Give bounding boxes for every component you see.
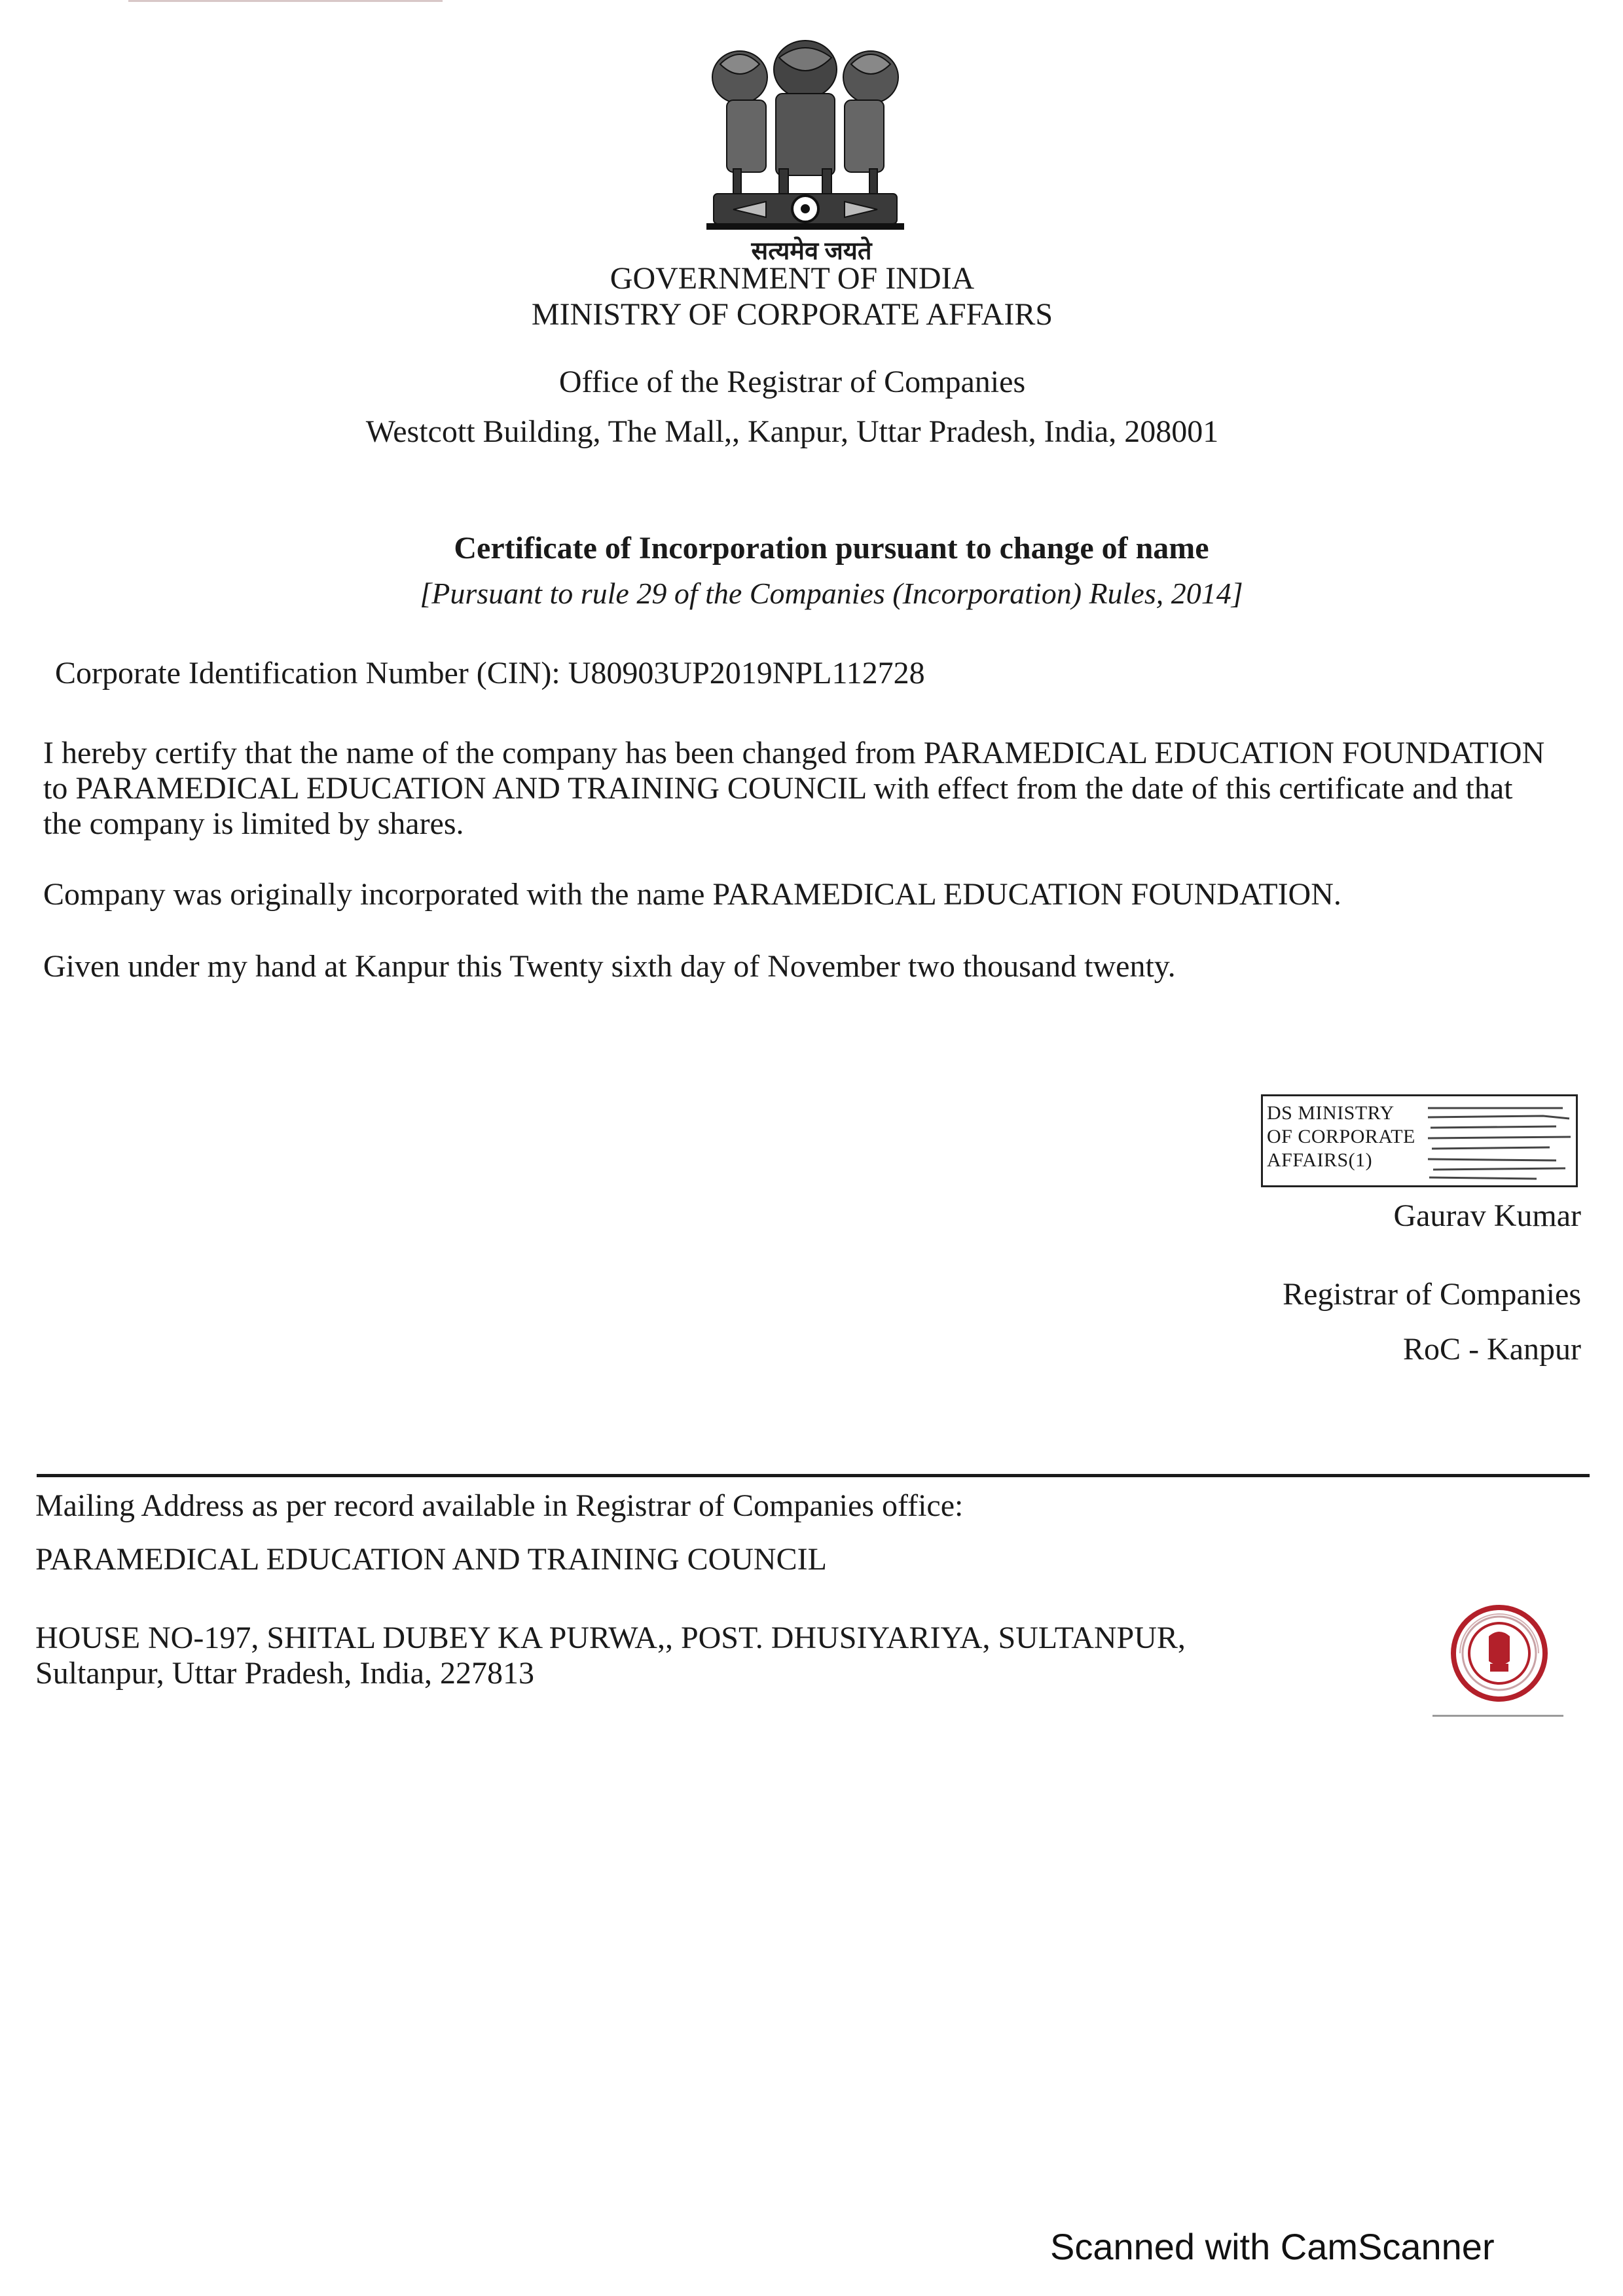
certificate-subtitle: [Pursuant to rule 29 of the Companies (Incorporation) Rules, 2014] bbox=[420, 577, 1243, 610]
signer-name: Gaurav Kumar bbox=[1393, 1198, 1581, 1233]
registrar-office-address: Westcott Building, The Mall,, Kanpur, Uttar Pradesh, India, 208001 bbox=[365, 414, 1219, 449]
mailing-company-name: PARAMEDICAL EDUCATION AND TRAINING COUNCIL bbox=[35, 1542, 827, 1577]
certification-paragraph: I hereby certify that the name of the company has been changed from PARAMEDICAL EDUCATION FOUNDATION to PARAMEDICAL EDUCATION AND TRAINING COUNCIL with effect from the date of this certificate and that the company is limited by shares. bbox=[43, 736, 1545, 841]
digital-signature-line: OF CORPORATE bbox=[1267, 1126, 1415, 1147]
scanner-watermark: Scanned with CamScanner bbox=[1050, 2226, 1495, 2267]
certificate-title: Certificate of Incorporation pursuant to change of name bbox=[454, 531, 1209, 565]
given-under-hand-paragraph: Given under my hand at Kanpur this Twenty sixth day of November two thousand twenty. bbox=[43, 949, 1176, 984]
mailing-address-label: Mailing Address as per record available in Registrar of Companies office: bbox=[35, 1488, 964, 1523]
mailing-address-line: Sultanpur, Uttar Pradesh, India, 227813 bbox=[35, 1656, 534, 1691]
section-divider bbox=[37, 1474, 1590, 1477]
digital-signature-label bbox=[1267, 1102, 1415, 1172]
digital-signature-line: AFFAIRS(1) bbox=[1267, 1149, 1373, 1171]
signer-office: RoC - Kanpur bbox=[1403, 1332, 1581, 1367]
ministry-heading: MINISTRY OF CORPORATE AFFAIRS bbox=[531, 297, 1053, 332]
mailing-address bbox=[35, 1621, 1541, 1691]
government-seal-icon bbox=[1447, 1601, 1552, 1706]
digital-signature-box bbox=[1261, 1094, 1578, 1187]
original-name-paragraph: Company was originally incorporated with the name PARAMEDICAL EDUCATION FOUNDATION. bbox=[43, 877, 1341, 912]
national-emblem-icon bbox=[694, 38, 917, 234]
emblem-motto: सत्यमेव जयते bbox=[751, 238, 872, 265]
seal-underline bbox=[1432, 1715, 1563, 1717]
cin-line: Corporate Identification Number (CIN): U80903UP2019NPL112728 bbox=[55, 656, 925, 691]
scan-top-edge-line bbox=[128, 0, 443, 2]
digital-signature-line: DS MINISTRY bbox=[1267, 1102, 1395, 1124]
signer-designation: Registrar of Companies bbox=[1283, 1277, 1581, 1312]
mailing-address-line: HOUSE NO-197, SHITAL DUBEY KA PURWA,, POST. DHUSIYARIYA, SULTANPUR, bbox=[35, 1621, 1186, 1655]
government-heading: GOVERNMENT OF INDIA bbox=[610, 261, 975, 296]
digital-signature-details-scribble bbox=[1425, 1102, 1573, 1183]
registrar-office-heading: Office of the Registrar of Companies bbox=[558, 365, 1026, 399]
